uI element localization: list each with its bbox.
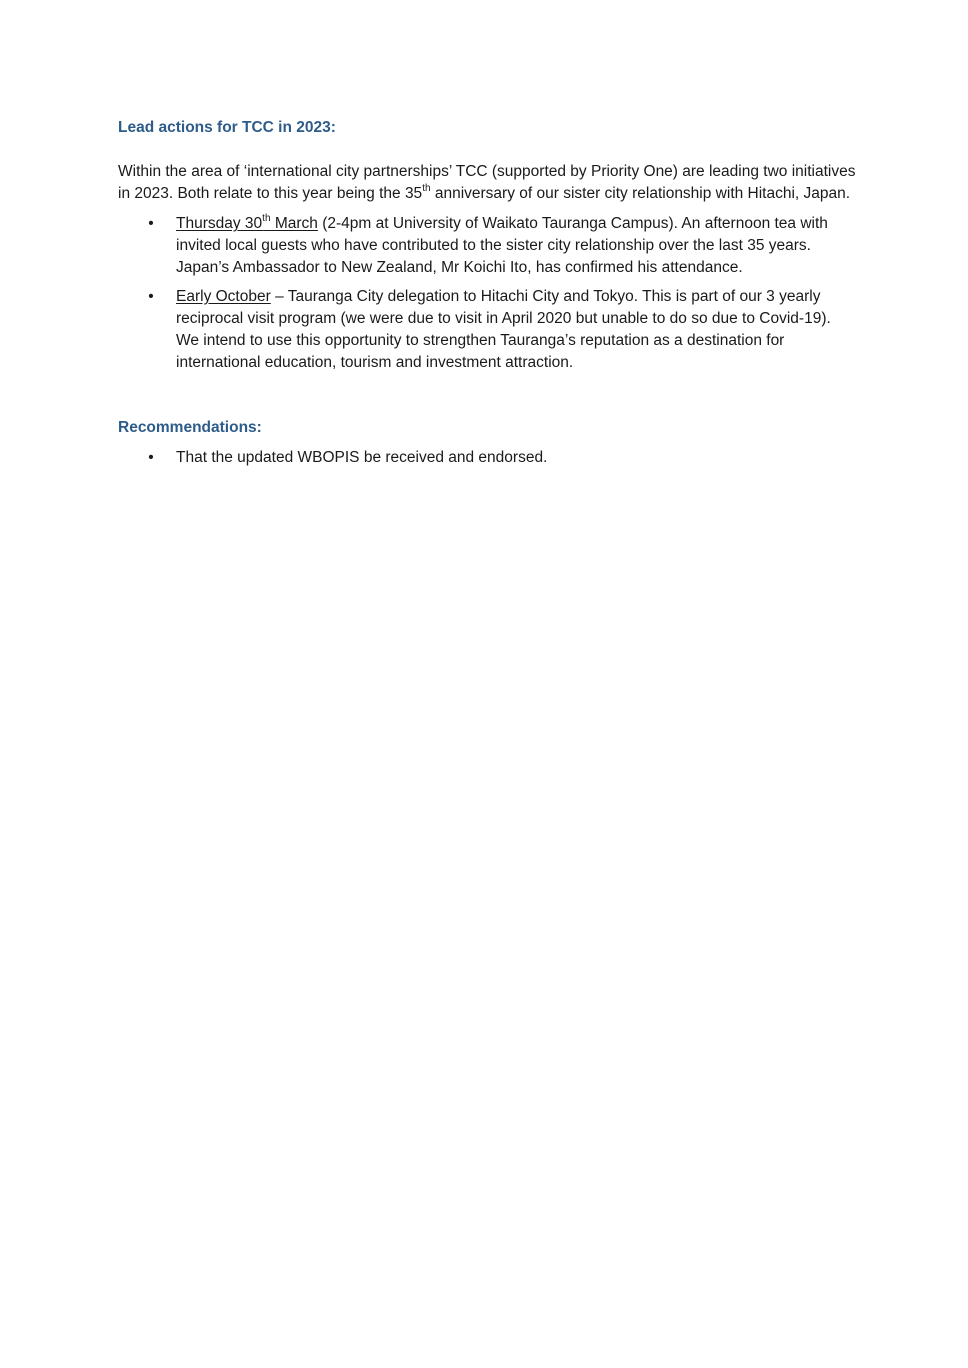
recommendations-heading: Recommendations: bbox=[118, 419, 262, 436]
list-item-recommendation bbox=[118, 447, 858, 469]
bullet-icon: • bbox=[148, 288, 154, 305]
event-date-label: Early October bbox=[176, 288, 271, 305]
event-date-day: Thursday 30 bbox=[176, 215, 263, 232]
intro-text-start: Within the area of ‘international city partnerships’ TCC (supported by Priority One) are leading two initiatives in 2023. Both relate to this year being the 35 bbox=[118, 163, 856, 202]
event-date-label bbox=[176, 212, 318, 232]
recommendations-list bbox=[118, 447, 858, 469]
list-item-thursday-march bbox=[118, 213, 858, 279]
recommendation-text: That the updated WBOPIS be received and endorsed. bbox=[176, 449, 548, 466]
event-date-month: March bbox=[270, 215, 318, 232]
event-date-superscript: th bbox=[262, 212, 271, 224]
intro-superscript: th bbox=[422, 182, 431, 194]
bullet-icon: • bbox=[148, 215, 154, 232]
intro-paragraph bbox=[118, 161, 858, 205]
lead-actions-heading: Lead actions for TCC in 2023: bbox=[118, 119, 336, 136]
intro-text-end: anniversary of our sister city relationship with Hitachi, Japan. bbox=[430, 185, 851, 202]
bullet-icon: • bbox=[148, 449, 154, 466]
lead-actions-list bbox=[118, 213, 858, 374]
list-item-early-october bbox=[118, 286, 858, 374]
event-description: – Tauranga City delegation to Hitachi City and Tokyo. This is part of our 3 yearly reciprocal visit program (we were due to visit in April 2020 but unable to do so due to Covid-19). We intend to use this opportunity to strengthen Tauranga’s reputation as a destination for international education, tourism and investment attraction. bbox=[176, 288, 831, 371]
document-content bbox=[118, 117, 858, 476]
event-description: (2-4pm at University of Waikato Tauranga Campus). An afternoon tea with invited local guests who have contributed to the sister city relationship over the last 35 years. Japan’s Ambassador to New Zealand, Mr Koichi Ito, has confirmed his attendance. bbox=[176, 215, 828, 276]
